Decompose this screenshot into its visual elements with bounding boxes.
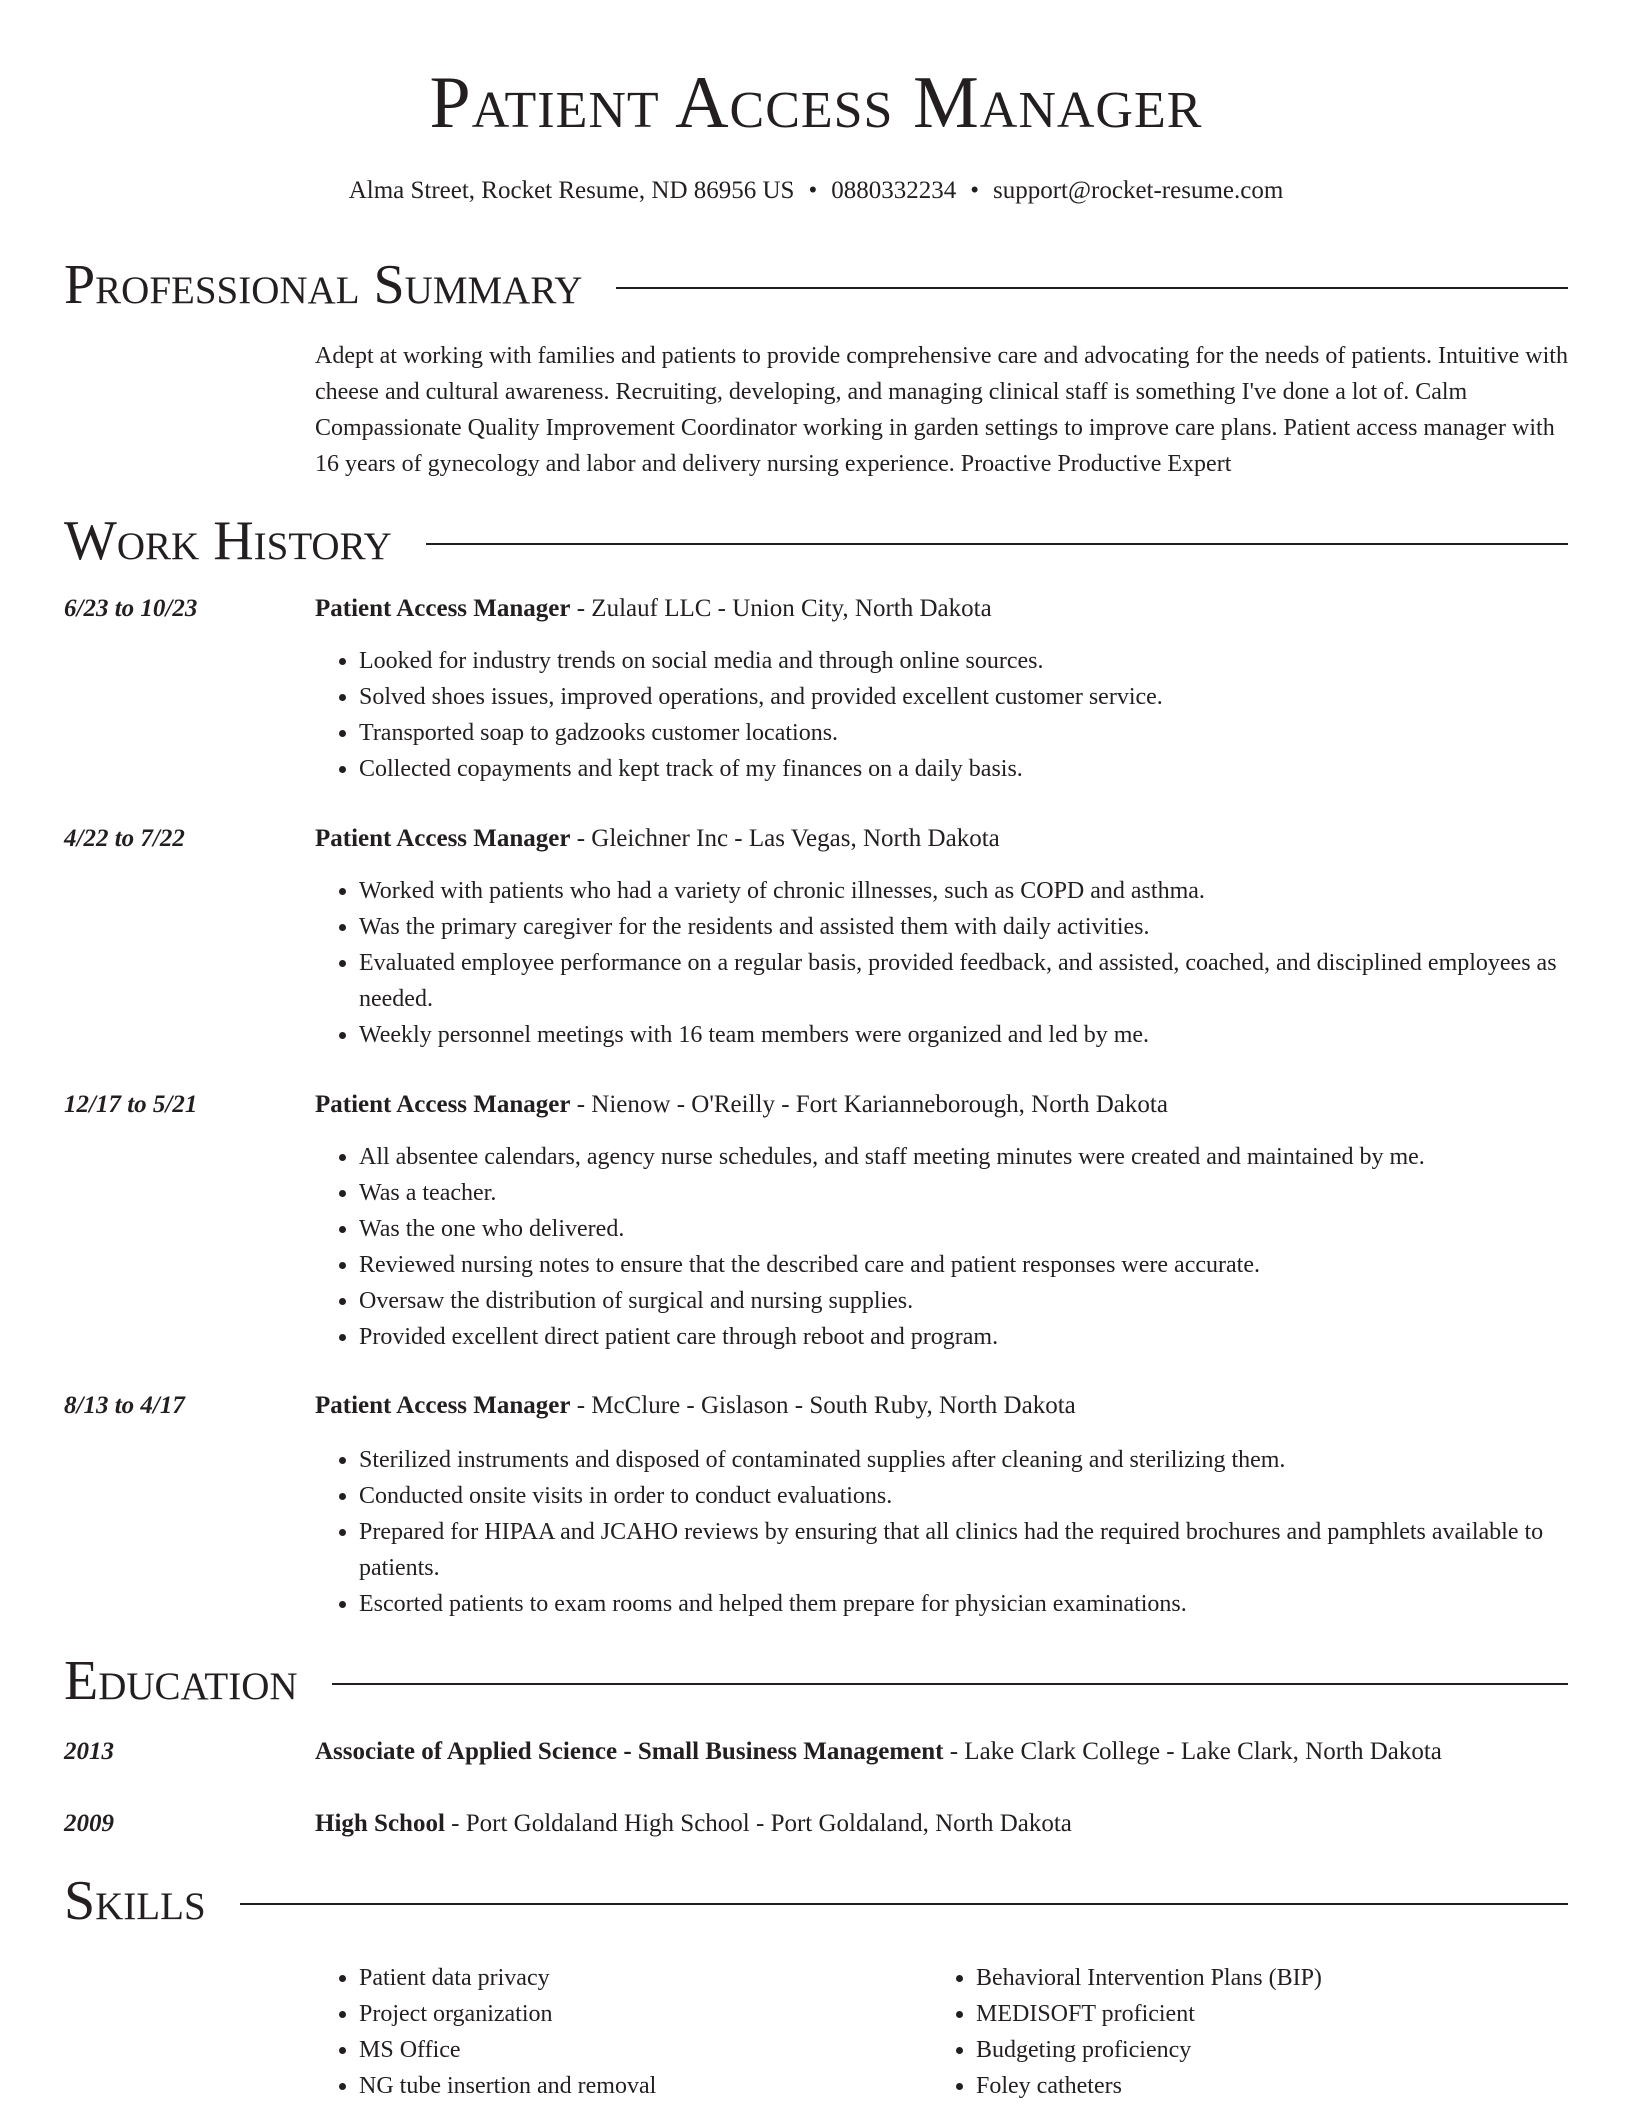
summary-text: Adept at working with families and patients to provide comprehensive care and advocating for the needs of patients. Intuitive with cheese and cultural awareness. Recruiting, developing, and managing clinical staff is something I've done a lot of. Calm Compassionate Quality Improvement Coordinator working in garden settings to improve care plans. Patient access manager with 16 years of gynecology and labor and delivery nursing experience. Proactive Productive Expert bbox=[315, 343, 1568, 477]
job-details: - Gleichner Inc - Las Vegas, North Dakota bbox=[570, 825, 1000, 852]
skill-item: • MS Office bbox=[359, 2032, 656, 2068]
candidate-name: Patient Access Manager bbox=[429, 62, 1203, 144]
work-dates: 4/22 to 7/22 bbox=[64, 825, 185, 852]
list-item: • Was a teacher. bbox=[359, 1175, 1614, 1211]
list-item: • Provided excellent direct patient care through reboot and program. bbox=[359, 1319, 1614, 1355]
section-rule bbox=[332, 1683, 1568, 1685]
skill-item: • Patient data privacy bbox=[359, 1960, 656, 1996]
work-bullets bbox=[315, 873, 1614, 1053]
work-dates: 12/17 to 5/21 bbox=[64, 1091, 198, 1118]
section-title: Education bbox=[64, 1650, 298, 1712]
list-item: • All absentee calendars, agency nurse schedules, and staff meeting minutes were created and maintained by me. bbox=[359, 1139, 1614, 1175]
education-title-line bbox=[315, 1806, 1570, 1842]
school-details: - Port Goldaland High School - Port Goldaland, North Dakota bbox=[444, 1810, 1072, 1837]
section-heading-work-history bbox=[64, 508, 1568, 574]
list-item: • Was the one who delivered. bbox=[359, 1211, 1614, 1247]
contact-separator: • bbox=[808, 177, 818, 204]
work-title-line bbox=[315, 1388, 1570, 1424]
contact-phone: 0880332234 bbox=[831, 177, 957, 204]
work-bullets bbox=[315, 643, 1614, 787]
skills-column bbox=[932, 1960, 1322, 2104]
education-year: 2013 bbox=[64, 1738, 114, 1765]
skill-item: • Budgeting proficiency bbox=[976, 2032, 1322, 2068]
list-item: • Oversaw the distribution of surgical and nursing supplies. bbox=[359, 1283, 1614, 1319]
work-title-line bbox=[315, 1087, 1570, 1123]
job-details: - Nienow - O'Reilly - Fort Karianneborough, North Dakota bbox=[570, 1091, 1168, 1118]
work-title-line bbox=[315, 821, 1570, 857]
job-details: - McClure - Gislason - South Ruby, North Dakota bbox=[570, 1392, 1076, 1419]
degree: High School bbox=[315, 1810, 445, 1837]
section-heading-summary bbox=[64, 252, 1568, 318]
work-dates: 8/13 to 4/17 bbox=[64, 1392, 185, 1419]
work-title-line bbox=[315, 591, 1570, 627]
section-heading-skills bbox=[64, 1868, 1568, 1934]
work-bullets bbox=[315, 1442, 1614, 1622]
section-heading-education bbox=[64, 1648, 1568, 1714]
contact-line bbox=[0, 174, 1632, 208]
skill-item: • Behavioral Intervention Plans (BIP) bbox=[976, 1960, 1322, 1996]
skills-list bbox=[315, 1960, 1570, 2110]
contact-email: support@rocket-resume.com bbox=[993, 177, 1284, 204]
school-details: - Lake Clark College - Lake Clark, North Dakota bbox=[943, 1738, 1442, 1765]
list-item: • Weekly personnel meetings with 16 team members were organized and led by me. bbox=[359, 1017, 1614, 1053]
section-rule bbox=[240, 1903, 1568, 1905]
list-item: • Collected copayments and kept track of my finances on a daily basis. bbox=[359, 751, 1614, 787]
list-item: • Worked with patients who had a variety of chronic illnesses, such as COPD and asthma. bbox=[359, 873, 1614, 909]
list-item: • Transported soap to gadzooks customer locations. bbox=[359, 715, 1614, 751]
skill-item: • Project organization bbox=[359, 1996, 656, 2032]
section-rule bbox=[616, 287, 1568, 289]
skill-item: • Foley catheters bbox=[976, 2068, 1322, 2104]
skills-column bbox=[315, 1960, 656, 2104]
list-item: • Evaluated employee performance on a regular basis, provided feedback, and assisted, coached, and disciplined employees as needed. bbox=[359, 945, 1614, 1017]
list-item: • Was the primary caregiver for the residents and assisted them with daily activities. bbox=[359, 909, 1614, 945]
list-item: • Escorted patients to exam rooms and helped them prepare for physician examinations. bbox=[359, 1586, 1614, 1622]
job-title: Patient Access Manager bbox=[315, 1392, 571, 1419]
section-title: Work History bbox=[64, 510, 392, 572]
job-title: Patient Access Manager bbox=[315, 1091, 571, 1118]
section-title: Skills bbox=[64, 1870, 206, 1932]
job-details: - Zulauf LLC - Union City, North Dakota bbox=[570, 595, 992, 622]
contact-address: Alma Street, Rocket Resume, ND 86956 US bbox=[348, 177, 795, 204]
degree: Associate of Applied Science - Small Business Management bbox=[315, 1738, 944, 1765]
work-bullets bbox=[315, 1139, 1614, 1355]
list-item: • Looked for industry trends on social media and through online sources. bbox=[359, 643, 1614, 679]
skill-item: • NG tube insertion and removal bbox=[359, 2068, 656, 2104]
section-title: Professional Summary bbox=[64, 254, 583, 316]
list-item: • Reviewed nursing notes to ensure that the described care and patient responses were accurate. bbox=[359, 1247, 1614, 1283]
list-item: • Solved shoes issues, improved operations, and provided excellent customer service. bbox=[359, 679, 1614, 715]
list-item: • Prepared for HIPAA and JCAHO reviews by ensuring that all clinics had the required brochures and pamphlets available to patients. bbox=[359, 1514, 1614, 1586]
work-dates: 6/23 to 10/23 bbox=[64, 595, 198, 622]
skill-item: • MEDISOFT proficient bbox=[976, 1996, 1322, 2032]
education-title-line bbox=[315, 1734, 1570, 1770]
list-item: • Conducted onsite visits in order to conduct evaluations. bbox=[359, 1478, 1614, 1514]
job-title: Patient Access Manager bbox=[315, 595, 571, 622]
job-title: Patient Access Manager bbox=[315, 825, 571, 852]
list-item: • Sterilized instruments and disposed of contaminated supplies after cleaning and sterilizing them. bbox=[359, 1442, 1614, 1478]
section-rule bbox=[426, 543, 1568, 545]
education-year: 2009 bbox=[64, 1810, 114, 1837]
contact-separator: • bbox=[970, 177, 979, 204]
